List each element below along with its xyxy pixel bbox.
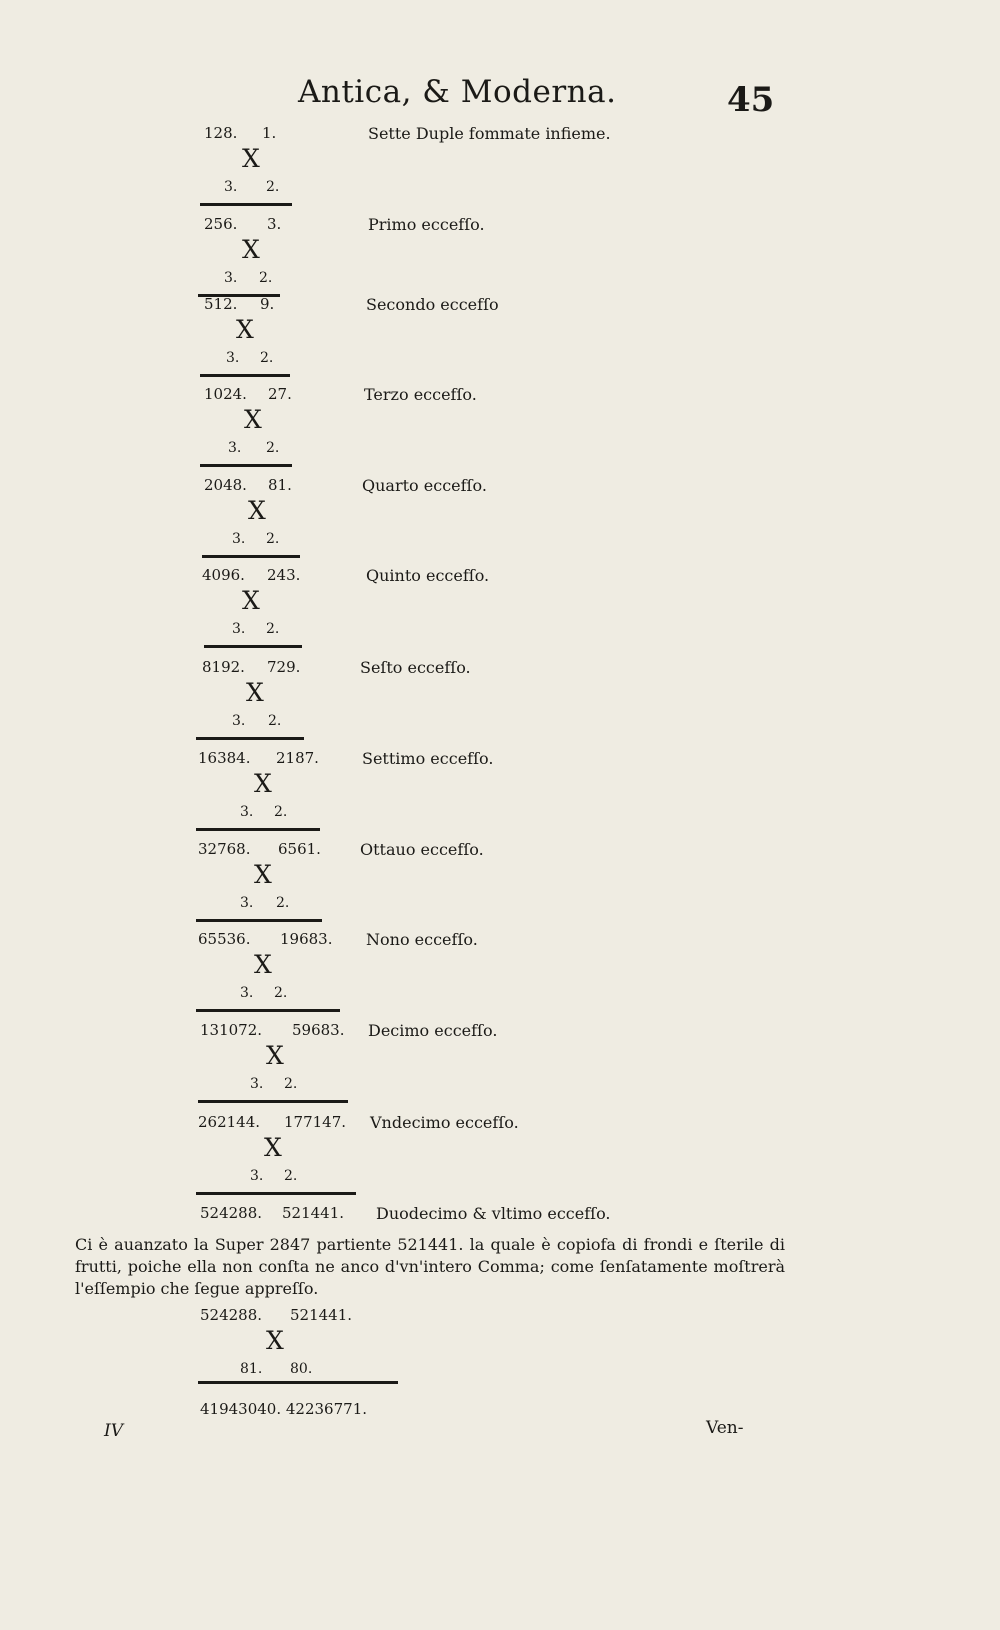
ratio-block [204,215,724,307]
small-right-number: 2. [266,531,280,547]
sum-rule [200,203,292,206]
multiply-sign: X [248,496,266,525]
right-number: 9. [260,295,275,313]
right-number: 177147. [284,1113,347,1131]
multiply-sign: X [254,769,272,798]
sum-rule [200,374,290,377]
small-left-number: 3. [250,1076,264,1092]
signature-mark: IV [104,1421,123,1441]
example-result: 41943040. 42236771. [200,1400,367,1418]
left-number: 65536. [198,930,251,948]
multiply-sign: X [254,860,272,889]
multiply-sign: X [244,405,262,434]
right-number: 59683. [292,1021,345,1039]
sum-rule [196,1192,356,1195]
sum-rule [196,737,304,740]
example-small-left: 81. [240,1361,263,1377]
small-left-number: 3. [228,440,242,456]
small-right-number: 2. [266,440,280,456]
ratio-block [198,840,718,932]
multiply-sign: X [236,315,254,344]
small-left-number: 3. [224,179,238,195]
multiply-sign: X [246,678,264,707]
final-excess-line [200,1204,720,1228]
example-left-number: 524288. [200,1306,263,1324]
multiply-sign: X [242,144,260,173]
small-right-number: 2. [276,895,290,911]
small-left-number: 3. [240,804,254,820]
sum-rule [198,1100,348,1103]
ratio-block [204,476,724,568]
small-left-number: 3. [224,270,238,286]
right-number: 3. [267,215,282,233]
right-number: 2187. [276,749,319,767]
left-number: 256. [204,215,238,233]
final-excess-label: Duodecimo & vltimo eccefſo. [376,1204,611,1223]
multiply-sign: X [266,1326,284,1355]
sum-rule [200,464,292,467]
right-number: 1. [262,124,277,142]
ratio-block [200,1021,720,1113]
example-calculation [200,1306,520,1416]
ratio-block [204,295,724,387]
excess-label: Vndecimo eccefſo. [370,1113,519,1132]
small-left-number: 3. [240,985,254,1001]
small-left-number: 3. [240,895,254,911]
right-number: 81. [268,476,292,494]
left-number: 131072. [200,1021,263,1039]
small-right-number: 2. [259,270,273,286]
excess-label: Seſto eccefſo. [360,658,471,677]
excess-label: Terzo eccefſo. [364,385,477,404]
multiply-sign: X [266,1041,284,1070]
final-right-number: 521441. [282,1204,345,1222]
sum-rule [196,919,322,922]
sum-rule [204,645,302,648]
body-paragraph: Ci è auanzato la Super 2847 partiente 521441. la quale è copiofa di frondi e ſterile di frutti, poiche ella non conſta ne anco d'vn'intero Comma; come ſenſatamente moſtrerà l'eſſempio che ſegue appreſſo. [75,1235,785,1298]
catchword: Ven- [706,1418,744,1438]
sum-rule [196,828,320,831]
left-number: 16384. [198,749,251,767]
left-number: 512. [204,295,238,313]
left-number: 262144. [198,1113,261,1131]
multiply-sign: X [242,235,260,264]
ratio-block [202,566,722,658]
left-number: 4096. [202,566,245,584]
example-small-right: 80. [290,1361,313,1377]
sum-rule [202,555,300,558]
sum-rule [196,1009,340,1012]
excess-label: Quarto eccefſo. [362,476,487,495]
small-left-number: 3. [226,350,240,366]
small-right-number: 2. [284,1076,298,1092]
excess-label: Primo eccefſo. [368,215,485,234]
right-number: 19683. [280,930,333,948]
excess-label: Sette Duple fommate infieme. [368,124,611,143]
left-number: 128. [204,124,238,142]
excess-label: Decimo eccefſo. [368,1021,498,1040]
page-number: 45 [727,80,775,120]
ratio-block [198,1113,718,1205]
small-left-number: 3. [232,621,246,637]
excess-label: Nono eccefſo. [366,930,478,949]
excess-label: Secondo eccefſo [366,295,499,314]
small-right-number: 2. [266,179,280,195]
small-right-number: 2. [260,350,274,366]
ratio-block [198,930,718,1022]
excess-label: Settimo eccefſo. [362,749,494,768]
small-right-number: 2. [274,804,288,820]
ratio-block [204,124,724,216]
multiply-sign: X [264,1133,282,1162]
small-left-number: 3. [232,713,246,729]
right-number: 729. [267,658,301,676]
running-title: Antica, & Moderna. [298,74,617,110]
left-number: 32768. [198,840,251,858]
small-right-number: 2. [274,985,288,1001]
left-number: 1024. [204,385,247,403]
ratio-block [198,749,718,841]
example-right-number: 521441. [290,1306,353,1324]
left-number: 8192. [202,658,245,676]
multiply-sign: X [254,950,272,979]
final-left-number: 524288. [200,1204,263,1222]
ratio-block [204,385,724,477]
right-number: 243. [267,566,301,584]
small-right-number: 2. [284,1168,298,1184]
left-number: 2048. [204,476,247,494]
small-left-number: 3. [232,531,246,547]
small-right-number: 2. [268,713,282,729]
small-right-number: 2. [266,621,280,637]
excess-label: Ottauo eccefſo. [360,840,484,859]
right-number: 6561. [278,840,321,858]
example-rule [198,1381,398,1384]
excess-label: Quinto eccefſo. [366,566,490,585]
small-left-number: 3. [250,1168,264,1184]
multiply-sign: X [242,586,260,615]
ratio-block [202,658,722,750]
right-number: 27. [268,385,292,403]
